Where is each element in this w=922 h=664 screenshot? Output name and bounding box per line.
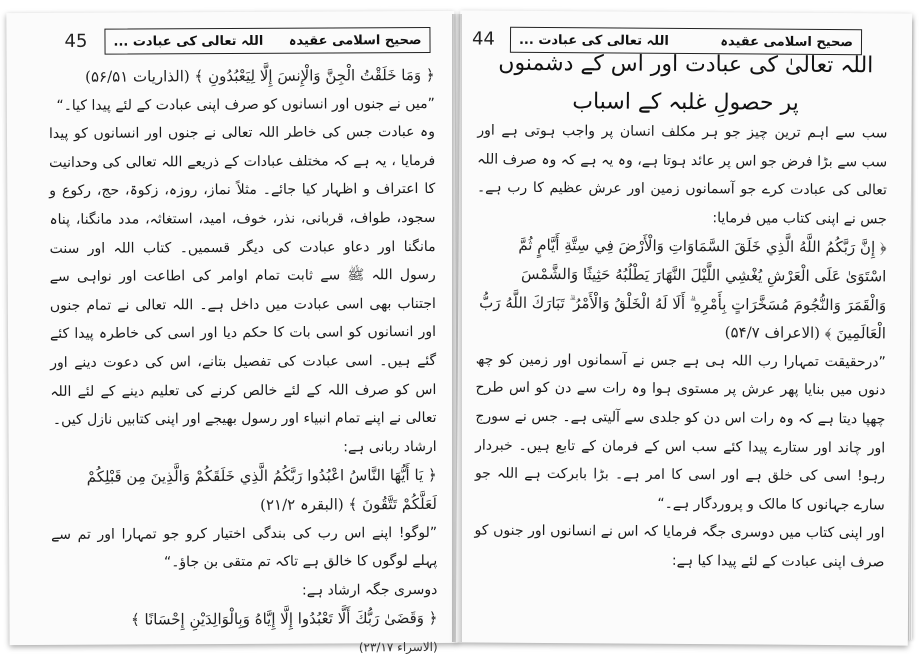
header-book-title: صحیح اسلامی عقیدہ	[720, 33, 854, 50]
page-number: 45	[64, 30, 88, 52]
quran-verse: ﴿ وَقَضَىٰ رَبُّكَ أَلَّا تَعْبُدُوا إِلَّا إِيَّاهُ وَبِالْوَالِدَيْنِ إِحْسَانًا ﴾	[130, 609, 438, 629]
paragraph: سب سے اہم ترین چیز جو ہر مکلف انسان پر واجب ہوتی ہے اور سب سے بڑا فرض جو اس پر عائد ہوتا ہے، وہ یہ ہے کہ وہ صرف اللہ تعالی کی عبادت کرے جو آسمانوں زمین اور عرش عظیم کا رب ہے۔ جس نے اپنی کتاب میں فرمایا:	[476, 122, 888, 228]
header-book-title: صحیح اسلامی عقیدہ	[288, 32, 422, 49]
page-number: 44	[471, 28, 495, 50]
page-body	[49, 61, 438, 663]
paragraph: ”لوگو! اپنے اس رب کی بندگی اختیار کرو جو تمہارا اور تم سے پہلے لوگوں کا خالق ہے تاکہ تم متقی بن جاؤ۔“	[51, 524, 438, 571]
paragraph: ”میں نے جنوں اور انسانوں کو صرف اپنی عبادت کے لئے پیدا کیا۔“	[56, 95, 435, 114]
page-body	[474, 117, 887, 577]
header-chapter-title: اللہ تعالی کی عبادت ...	[113, 33, 264, 50]
chapter-title-line-2: پر حصولِ غلبہ کے اسباب	[572, 89, 799, 116]
quran-verse: ﴿ يَا أَيُّهَا النَّاسُ اعْبُدُوا رَبَّكُمُ الَّذِي خَلَقَكُمْ وَالَّذِينَ مِن قَبْلِكُمْ لَعَلَّكُمْ تَتَّقُونَ ﴾ (البقرہ ۲۱/۲)	[86, 466, 437, 514]
paragraph: اور اپنی کتاب میں دوسری جگہ فرمایا کہ اس نے انسانوں اور جنوں کو صرف اپنی عبادت کے لئے پیدا کیا ہے:	[474, 522, 885, 571]
quran-verse: ﴿ إِنَّ رَبَّكُمُ اللَّهُ الَّذِي خَلَقَ السَّمَاوَاتِ وَالْأَرْضَ فِي سِتَّةِ أَيَّامٍ ثُمَّ اسْتَوَىٰ عَلَى الْعَرْشِ يُغْشِي اللَّيْلَ النَّهَارَ يَطْلُبُهُ حَثِيثًا وَالشَّمْسَ وَالْقَمَرَ وَالنُّجُومَ مُسَخَّرَاتٍ بِأَمْرِهِ ۗ أَلَا لَهُ الْخَلْقُ وَالْأَمْرُ ۗ تَبَارَكَ اللَّهُ رَبُّ الْعَالَمِينَ ﴾ (الاعراف ۵۴/۷)	[479, 236, 887, 343]
right-page	[456, 10, 912, 645]
book-spine-gutter	[452, 14, 462, 642]
header-chapter-title: اللہ تعالی کی عبادت ...	[518, 32, 669, 49]
running-header	[104, 27, 430, 55]
paragraph: وہ عبادت جس کی خاطر اللہ تعالی نے جنوں اور انسانوں کو پیدا فرمایا ، یہ ہے کہ مختلف عبادات کے ذریعے اللہ تعالی کی وحدانیت کا اعتراف و اظہار کیا جائے۔ مثلاً نماز، روزہ، زکوۃ، حج، رکوع و سجود، طواف، قربانی، نذر، خوف، امید، استغاثہ، مدد مانگنا، پناہ مانگنا اور دعاو عبادت کی دیگر قسمیں۔ کتاب اللہ اور سنت رسول اللہ ﷺ سے ثابت تمام اوامر کی اطاعت اور نواہی سے اجتناب بھی اسی عبادت میں داخل ہے۔ اللہ تعالی نے تمام جنوں اور انسانوں کو اسی بات کا حکم دیا اور اسی کی خاطرہ پیدا کئے گئے ہیں۔ اسی عبادت کی تفصیل بتانے، اس کی دعوت دینے اور اس کو صرف اللہ کے لئے خالص کرنے کی تعلیم دینے کے لئے اللہ تعالی نے اپنے تمام انبیاء اور رسول بھیجے اور اپنی کتابیں نازل کیں۔	[48, 124, 437, 429]
left-page	[6, 11, 457, 655]
chapter-title-line-1: اللہ تعالیٰ کی عبادت اور اس کے دشمنوں	[498, 50, 874, 79]
paragraph: دوسری جگہ ارشاد ہے:	[301, 581, 438, 599]
paragraph: ”درحقیقت تمہارا رب اللہ ہی ہے جس نے آسمانوں اور زمین کو چھ دنوں میں بنایا پھر عرش پر مستوی ہوا وہ رات سے دن کو اس طرح چھپا دیتا ہے کہ وہ رات اس دن کو جلدی سے آلیتی ہے۔ جس نے سورج اور چاند اور ستارے پیدا کئے سب اس کے فرمان کے تابع ہیں۔ خبردار رہو! اسی کی خلق ہے اور اسی کا امر ہے۔ بڑا بابرکت ہے اللہ جو سارے جہانوں کا مالک و پروردگار ہے۔“	[474, 351, 886, 514]
verse-reference: (الاسراء ۲۳/۱۷)	[358, 639, 438, 655]
paragraph: ارشاد ربانی ہے:	[343, 438, 437, 456]
quran-verse: ﴿ وَمَا خَلَقْتُ الْجِنَّ وَالْإِنسَ إِلَّا لِيَعْبُدُونِ ﴾ (الذاریات ۵۶/۵۱)	[85, 65, 435, 86]
